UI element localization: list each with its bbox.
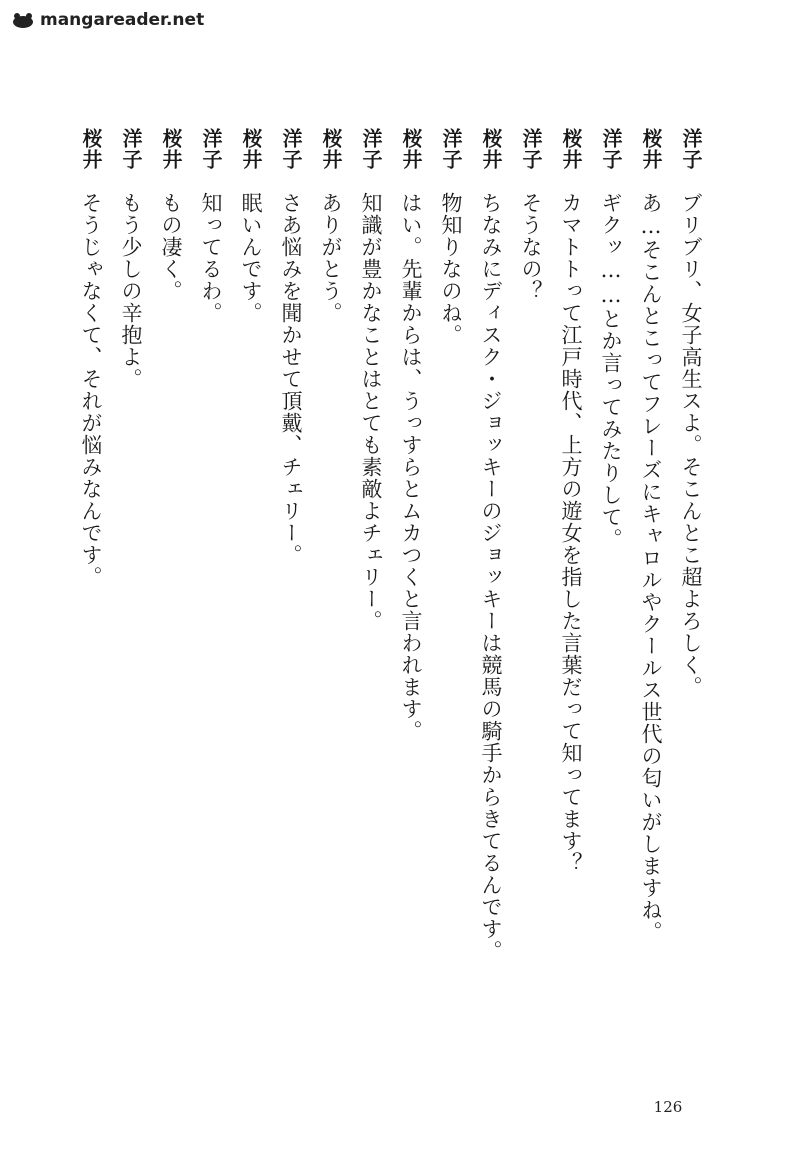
dialogue-column-16 <box>76 128 106 588</box>
dialogue-line: 物知りなのね。 <box>439 192 463 346</box>
speaker-label: 洋子 <box>439 128 463 170</box>
speaker-label: 桜井 <box>399 128 423 170</box>
dialogue-column-5 <box>516 128 546 302</box>
dialogue-column-10 <box>316 128 346 324</box>
dialogue-line: カマトトって江戸時代、上方の遊女を指した言葉だって知ってます？ <box>559 192 583 874</box>
dialogue-line: もう少しの辛抱よ。 <box>119 192 143 390</box>
speaker-label: 桜井 <box>319 128 343 170</box>
speaker-label: 洋子 <box>199 128 223 170</box>
dialogue-column-12 <box>236 128 266 324</box>
dialogue-line: 知識が豊かなことはとても素敵よチェリー。 <box>359 192 383 632</box>
dialogue-line: 知ってるわ。 <box>199 192 223 324</box>
speaker-label: 洋子 <box>359 128 383 170</box>
dialogue-line: ちなみにディスク・ジョッキーのジョッキーは競馬の騎手からきてるんです。 <box>479 192 503 962</box>
dialogue-line: ギクッ……とか言ってみたりして。 <box>599 192 623 550</box>
dialogue-line: ブリブリ、女子高生スよ。そこんとこ超よろしく。 <box>679 192 703 698</box>
speaker-label: 桜井 <box>239 128 263 170</box>
dialogue-column-1 <box>676 128 706 698</box>
dialogue-column-2 <box>636 128 666 943</box>
dialogue-column-8 <box>396 128 426 742</box>
dialogue-column-14 <box>156 128 186 302</box>
dialogue-line: そうじゃなくて、それが悩みなんです。 <box>79 192 103 588</box>
dialogue-column-3 <box>596 128 626 550</box>
dialogue-column-13 <box>196 128 226 324</box>
dialogue-column-15 <box>116 128 146 390</box>
dialogue-line: 眠いんです。 <box>239 192 263 324</box>
dialogue-column-4 <box>556 128 586 874</box>
speaker-label: 洋子 <box>279 128 303 170</box>
dialogue-column-11 <box>276 128 306 566</box>
dialogue-line: そうなの？ <box>519 192 543 302</box>
dialogue-column-7 <box>436 128 466 346</box>
dialogue-line: はい。先輩からは、うっすらとムカつくと言われます。 <box>399 192 423 742</box>
dialogue-column-6 <box>476 128 506 962</box>
dialogue-line: さあ悩みを聞かせて頂戴、チェリー。 <box>279 192 303 566</box>
speaker-label: 桜井 <box>159 128 183 170</box>
speaker-label: 洋子 <box>679 128 703 170</box>
speaker-label: 桜井 <box>559 128 583 170</box>
dialogue-line: ありがとう。 <box>319 192 343 324</box>
speaker-label: 洋子 <box>519 128 543 170</box>
dialogue-line: もの凄く。 <box>159 192 183 302</box>
watermark-text: mangareader.net <box>40 10 205 30</box>
speaker-label: 洋子 <box>119 128 143 170</box>
speaker-label: 桜井 <box>639 128 663 170</box>
page-number: 126 <box>653 1098 683 1116</box>
dialogue-line: あ…そこんとこってフレーズにキャロルやクールス世代の匂いがしますね。 <box>639 192 663 943</box>
speaker-label: 桜井 <box>79 128 103 170</box>
speaker-label: 桜井 <box>479 128 503 170</box>
dialogue-column-9 <box>356 128 386 632</box>
speaker-label: 洋子 <box>599 128 623 170</box>
